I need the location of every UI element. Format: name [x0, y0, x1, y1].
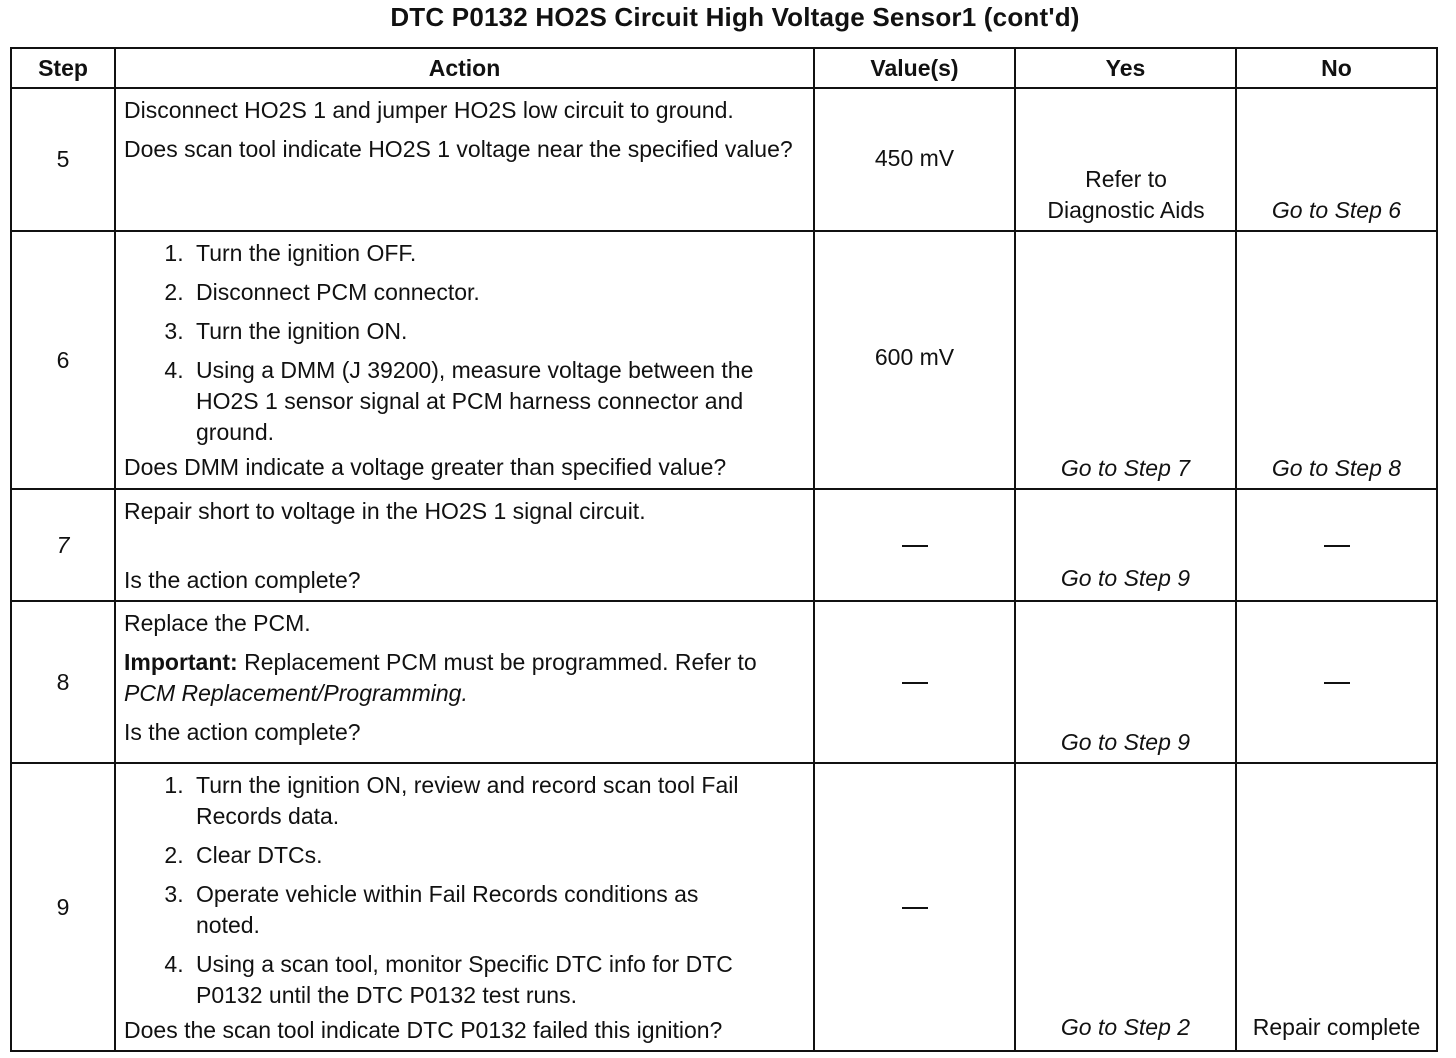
yes-cell	[1015, 601, 1236, 763]
step-number: 6	[11, 231, 115, 489]
no-cell	[1236, 88, 1437, 231]
no-cell	[1236, 601, 1437, 763]
yes-result-link[interactable]: Go to Step 9	[1060, 565, 1191, 591]
column-header-yes: Yes	[1015, 48, 1236, 88]
reference-link[interactable]: PCM Replacement/Programming.	[124, 680, 468, 706]
no-result-link[interactable]: Go to Step 6	[1271, 197, 1402, 223]
table-row	[11, 601, 1437, 763]
table-row	[11, 88, 1437, 231]
no-cell	[1236, 489, 1437, 601]
no-result: Repair complete	[1252, 1014, 1421, 1040]
yes-cell	[1015, 489, 1236, 601]
step-number: 8	[11, 601, 115, 763]
not-applicable-dash	[1324, 682, 1350, 684]
not-applicable-dash	[1324, 545, 1350, 547]
step-number: 9	[11, 763, 115, 1051]
action-question: Does the scan tool indicate DTC P0132 failed this ignition?	[124, 1017, 723, 1043]
table-row	[11, 231, 1437, 489]
yes-result: Refer to Diagnostic Aids	[1047, 166, 1205, 223]
diagnostic-table	[10, 47, 1438, 1052]
action-step-item: 1. Turn the ignition OFF.	[190, 238, 807, 269]
action-question: Is the action complete?	[124, 719, 361, 745]
yes-result-link[interactable]: Go to Step 2	[1060, 1014, 1191, 1040]
page-title: DTC P0132 HO2S Circuit High Voltage Sensor1 (cont'd)	[390, 2, 1080, 32]
action-cell	[115, 601, 814, 763]
value-cell: 600 mV	[814, 231, 1015, 489]
action-cell	[115, 88, 814, 231]
action-step-item: 2. Disconnect PCM connector.	[190, 277, 807, 308]
column-header-no: No	[1236, 48, 1437, 88]
action-cell	[115, 763, 814, 1051]
no-cell	[1236, 763, 1437, 1051]
table-row	[11, 489, 1437, 601]
yes-cell	[1015, 88, 1236, 231]
step-number: 7	[11, 489, 115, 601]
action-step-item: 3. Operate vehicle within Fail Records conditions as noted.	[190, 879, 747, 941]
action-step-item: 3. Turn the ignition ON.	[190, 316, 807, 347]
action-question: Does DMM indicate a voltage greater than specified value?	[124, 454, 727, 480]
not-applicable-dash	[902, 545, 928, 547]
action-text: Repair short to voltage in the HO2S 1 signal circuit.	[124, 498, 646, 524]
value-cell	[814, 763, 1015, 1051]
column-header-values: Value(s)	[814, 48, 1015, 88]
important-note	[124, 647, 807, 709]
yes-result-link[interactable]: Go to Step 7	[1060, 455, 1191, 481]
action-step-item: 2. Clear DTCs.	[190, 840, 747, 871]
action-step-item: 4. Using a scan tool, monitor Specific DTC info for DTC P0132 until the DTC P0132 test runs.	[190, 949, 747, 1011]
action-cell	[115, 231, 814, 489]
table-header-row	[11, 48, 1437, 88]
no-cell	[1236, 231, 1437, 489]
no-result-link[interactable]: Go to Step 8	[1271, 455, 1402, 481]
table-row	[11, 763, 1437, 1051]
yes-cell	[1015, 231, 1236, 489]
action-text: Disconnect HO2S 1 and jumper HO2S low circuit to ground.	[124, 97, 734, 123]
action-cell	[115, 489, 814, 601]
action-step-item: 1. Turn the ignition ON, review and record scan tool Fail Records data.	[190, 770, 747, 832]
not-applicable-dash	[902, 682, 928, 684]
important-text: Replacement PCM must be programmed. Refer to	[244, 649, 757, 675]
yes-cell	[1015, 763, 1236, 1051]
column-header-step: Step	[11, 48, 115, 88]
column-header-action: Action	[115, 48, 814, 88]
action-question: Is the action complete?	[124, 567, 361, 593]
action-question: Does scan tool indicate HO2S 1 voltage near the specified value?	[124, 136, 793, 162]
action-step-item: 4. Using a DMM (J 39200), measure voltage between the HO2S 1 sensor signal at PCM harness connector and ground.	[190, 355, 807, 448]
value-cell: 450 mV	[814, 88, 1015, 231]
yes-result-link[interactable]: Go to Step 9	[1060, 729, 1191, 755]
value-cell	[814, 489, 1015, 601]
step-number: 5	[11, 88, 115, 231]
value-cell	[814, 601, 1015, 763]
action-text: Replace the PCM.	[124, 610, 311, 636]
important-label: Important:	[124, 649, 238, 675]
not-applicable-dash	[902, 907, 928, 909]
